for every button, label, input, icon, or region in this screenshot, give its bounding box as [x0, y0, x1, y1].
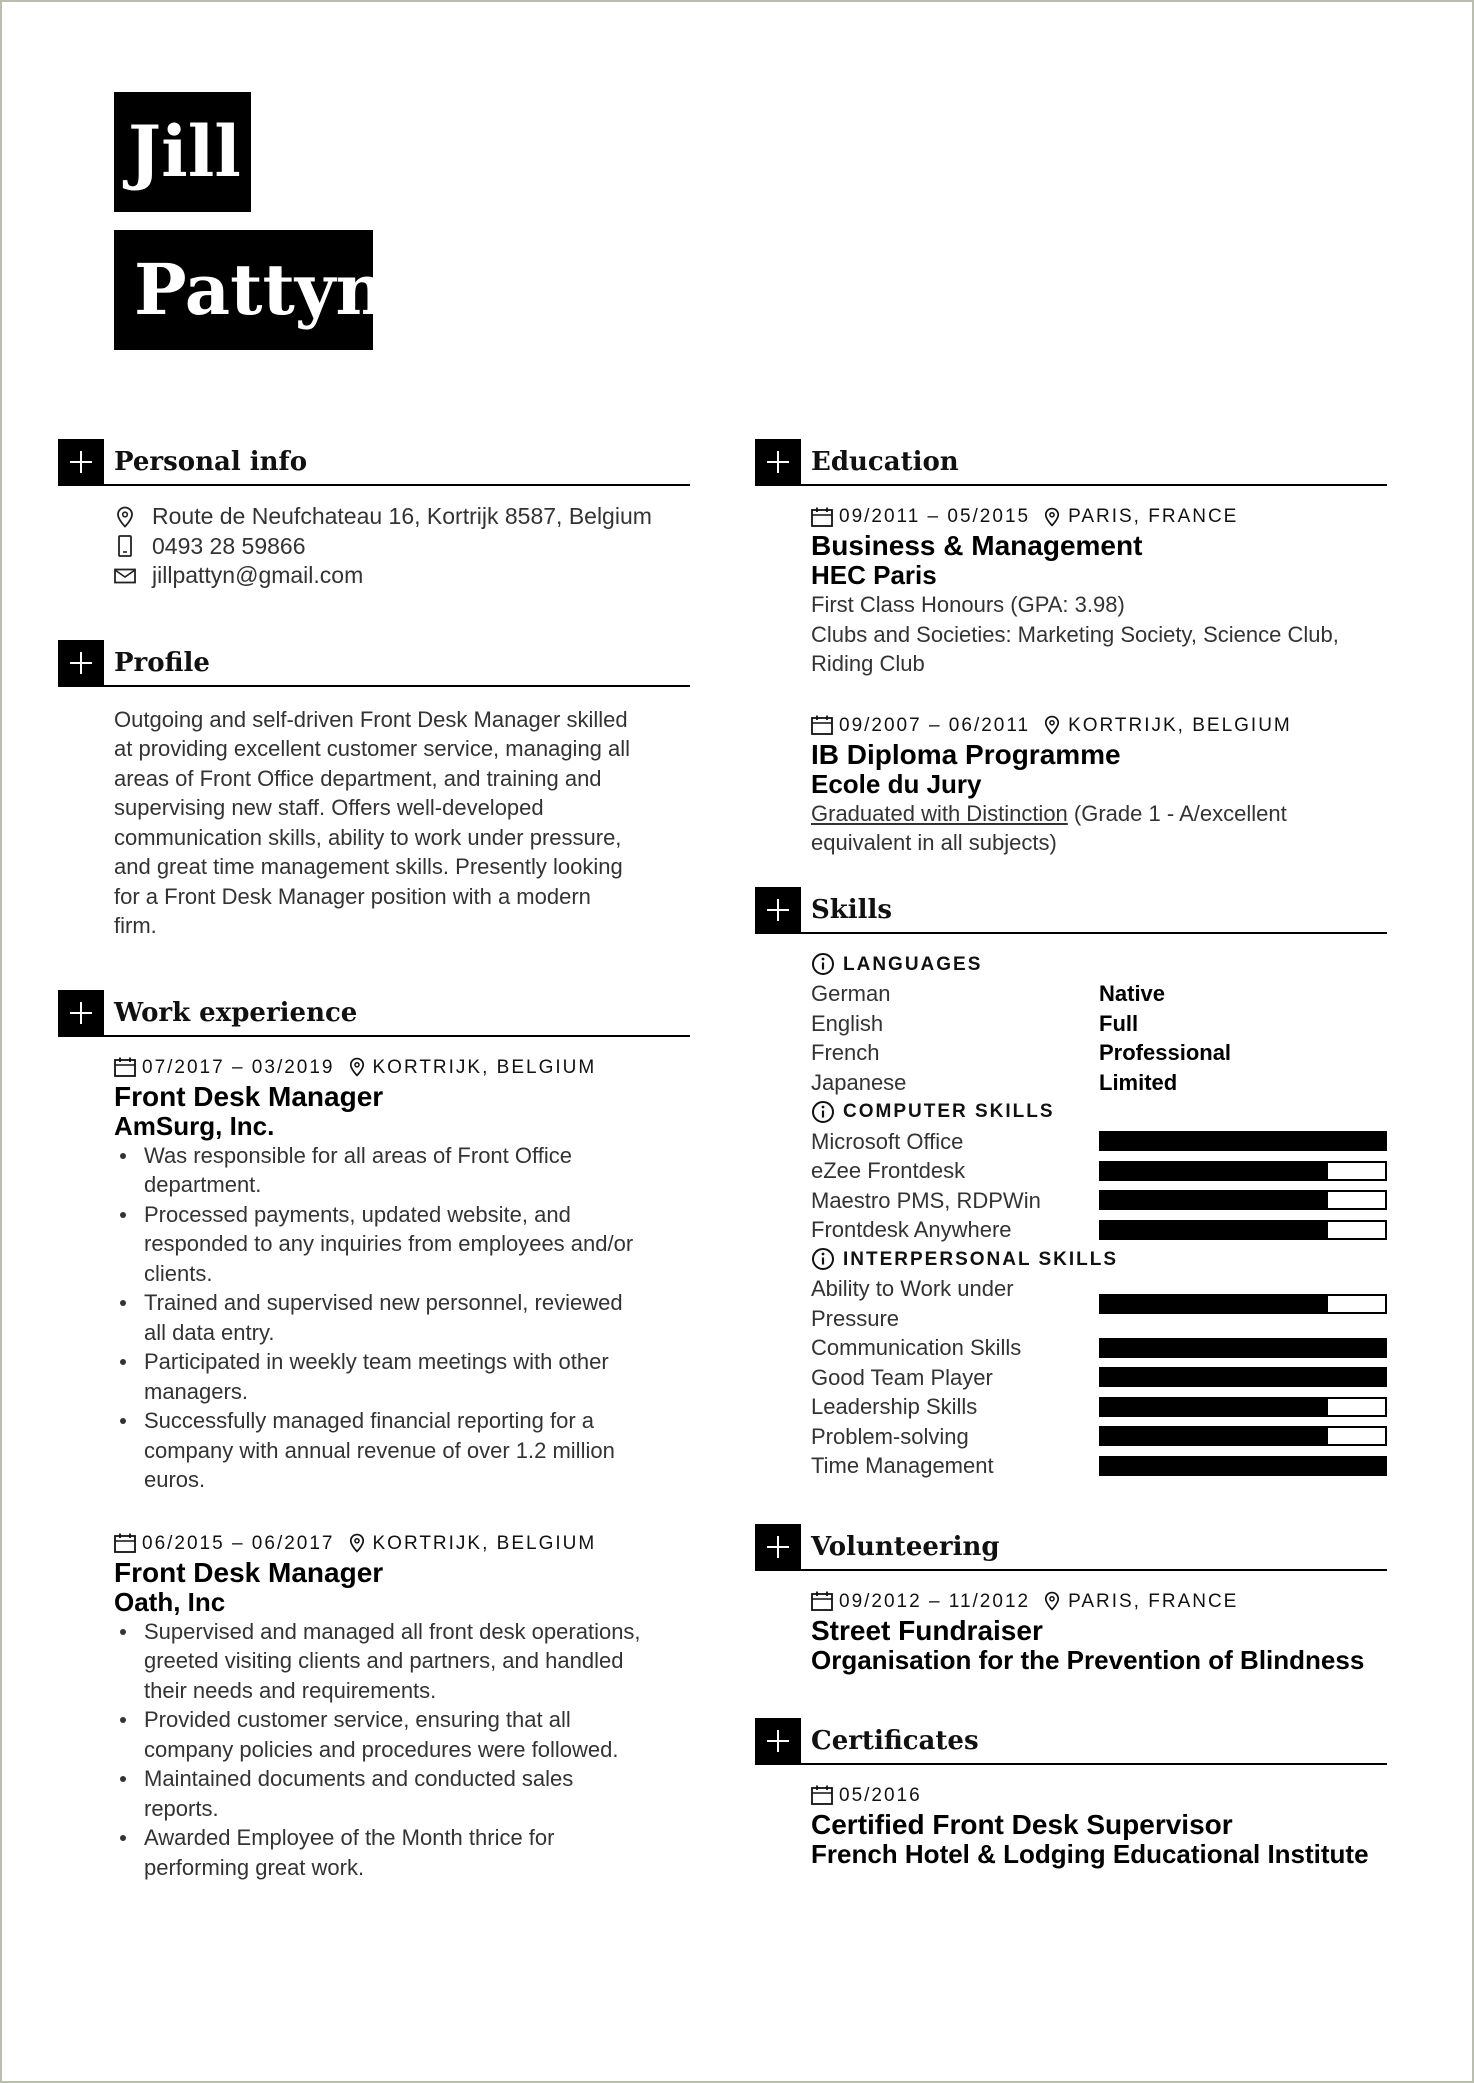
skill-category: INTERPERSONAL SKILLS	[811, 1245, 1387, 1275]
section-header	[755, 440, 1387, 486]
certificate-meta	[811, 1781, 1387, 1810]
left-column	[58, 440, 690, 1912]
degree-title: Business & Management	[811, 530, 1143, 561]
first-name: Jill	[114, 92, 251, 212]
job-location: KORTRIJK, BELGIUM	[372, 1056, 597, 1078]
location-pin-icon	[1044, 507, 1060, 527]
language-row: English Full	[811, 1010, 1139, 1036]
list-item: Trained and supervised new personnel, reviewed all data entry.	[114, 1288, 690, 1347]
certificate-issuer: French Hotel & Lodging Educational Institute	[811, 1838, 1369, 1869]
section-title: Certificates	[811, 1725, 979, 1756]
skill-level-bar	[1099, 1367, 1387, 1387]
education-detail: First Class Honours (GPA: 3.98)	[811, 592, 1125, 617]
education-location: KORTRIJK, BELGIUM	[1068, 714, 1292, 736]
work-experience-section	[58, 991, 690, 1883]
skill-row: Communication Skills	[811, 1333, 1387, 1363]
profile-line: firm.	[114, 913, 157, 938]
language-row: German Native	[811, 981, 1166, 1006]
job-entry	[114, 1053, 690, 1495]
skill-row: Frontdesk Anywhere	[811, 1215, 1387, 1245]
skill-level-bar	[1099, 1338, 1387, 1358]
location-pin-icon	[1044, 715, 1060, 735]
section-title: Volunteering	[811, 1531, 1000, 1562]
skill-level-bar	[1099, 1456, 1387, 1476]
skill-level-bar	[1099, 1131, 1387, 1151]
section-title: Education	[811, 447, 959, 477]
volunteering-meta	[811, 1587, 1387, 1616]
job-dates: 06/2015 – 06/2017	[142, 1532, 335, 1554]
language-row: French Professional	[811, 1040, 1232, 1065]
email-row	[114, 561, 690, 591]
info-icon	[811, 1100, 835, 1124]
calendar-icon	[811, 1591, 833, 1611]
skill-row: Microsoft Office	[811, 1127, 1387, 1157]
location-pin-icon	[349, 1533, 365, 1553]
list-item: Maintained documents and conducted sales reports.	[114, 1764, 690, 1823]
certificate-date: 05/2016	[839, 1784, 922, 1806]
list-item: Awarded Employee of the Month thrice for performing great work.	[114, 1823, 690, 1882]
list-item: Processed payments, updated website, and responded to any inquiries from employees and/or clients.	[114, 1200, 690, 1289]
location-pin-icon	[1044, 1591, 1060, 1611]
job-company: Oath, Inc	[114, 1586, 226, 1617]
skill-level-bar	[1099, 1190, 1387, 1210]
plus-icon	[755, 887, 801, 933]
section-header	[755, 888, 1387, 934]
language-row: Japanese Limited	[811, 1069, 1178, 1095]
school-name: HEC Paris	[811, 560, 937, 590]
volunteering-org: Organisation for the Prevention of Blindness	[811, 1644, 1365, 1675]
skill-level-bar	[1099, 1294, 1387, 1314]
calendar-icon	[811, 715, 833, 735]
skill-category: LANGUAGES	[811, 950, 1387, 980]
section-header	[58, 641, 690, 687]
section-title: Skills	[811, 894, 893, 925]
job-meta	[114, 1053, 690, 1082]
profile-line: Outgoing and self-driven Front Desk Manager skilled	[114, 706, 628, 732]
list-item: Participated in weekly team meetings with other managers.	[114, 1347, 690, 1406]
education-dates: 09/2011 – 05/2015	[839, 506, 1031, 527]
education-dates: 09/2007 – 06/2011	[839, 714, 1031, 736]
volunteering-role: Street Fundraiser	[811, 1614, 1043, 1646]
list-item: Successfully managed financial reporting for a company with annual revenue of over 1.2 million euros.	[114, 1406, 690, 1495]
section-title: Work experience	[114, 997, 358, 1028]
section-header	[755, 1525, 1387, 1571]
location-pin-icon	[114, 506, 136, 528]
section-title: Personal info	[114, 447, 308, 477]
skill-level-bar	[1099, 1161, 1387, 1181]
skill-category: COMPUTER SKILLS	[811, 1097, 1387, 1127]
skill-row: Problem-solving	[811, 1422, 1387, 1452]
skill-row: eZee Frontdesk	[811, 1156, 1387, 1186]
skill-row: Leadership Skills	[811, 1392, 1387, 1422]
skill-level-bar	[1099, 1220, 1387, 1240]
job-dates: 07/2017 – 03/2019	[142, 1056, 335, 1078]
profile-line: at providing excellent customer service, managing all	[114, 736, 631, 761]
address-text: Route de Neufchateau 16, Kortrijk 8587, Belgium	[152, 503, 652, 529]
certificate-name: Certified Front Desk Supervisor	[811, 1808, 1233, 1840]
profile-line: and great time management skills. Presently looking	[114, 854, 623, 879]
job-entry	[114, 1529, 690, 1883]
address-row	[114, 502, 690, 532]
email-text[interactable]: jillpattyn@gmail.com	[152, 562, 364, 588]
phone-row	[114, 532, 690, 562]
envelope-icon	[114, 565, 136, 587]
plus-icon	[58, 439, 104, 485]
job-bullets	[114, 1141, 690, 1495]
volunteering-location: PARIS, FRANCE	[1068, 1590, 1239, 1612]
calendar-icon	[114, 1057, 136, 1077]
distinction-text: Graduated with Distinction	[811, 800, 1068, 826]
skill-row: Good Team Player	[811, 1363, 1387, 1393]
job-meta	[114, 1529, 690, 1558]
plus-icon	[755, 1718, 801, 1764]
education-detail: Riding Club	[811, 651, 925, 676]
profile-line: supervising new staff. Offers well-developed	[114, 795, 544, 820]
last-name: Pattyn	[114, 230, 373, 350]
skill-level-bar	[1099, 1397, 1387, 1417]
list-item: Provided customer service, ensuring that all company policies and procedures were followed.	[114, 1705, 690, 1764]
phone-icon	[114, 535, 136, 557]
education-meta	[811, 711, 1387, 740]
skill-row: Maestro PMS, RDPWin	[811, 1186, 1387, 1216]
calendar-icon	[811, 1785, 833, 1805]
job-location: KORTRIJK, BELGIUM	[372, 1532, 597, 1554]
profile-line: for a Front Desk Manager position with a modern	[114, 883, 591, 909]
right-column	[755, 440, 1387, 1869]
plus-icon	[755, 1524, 801, 1570]
skill-row: Ability to Work under Pressure	[811, 1274, 1387, 1333]
job-bullets	[114, 1617, 690, 1883]
education-entry	[811, 502, 1387, 679]
degree-title: IB Diploma Programme	[811, 738, 1121, 770]
education-detail: equivalent in all subjects)	[811, 830, 1057, 855]
phone-text: 0493 28 59866	[152, 532, 306, 559]
section-header	[58, 991, 690, 1037]
section-header	[755, 1719, 1387, 1765]
job-title: Front Desk Manager	[114, 1080, 384, 1112]
education-detail: Graduated with Distinction (Grade 1 - A/excellent	[811, 800, 1287, 826]
list-item: Was responsible for all areas of Front Office department.	[114, 1141, 690, 1200]
job-title: Front Desk Manager	[114, 1556, 384, 1588]
profile-line: areas of Front Office department, and training and	[114, 765, 602, 791]
job-company: AmSurg, Inc.	[114, 1110, 275, 1141]
education-location: PARIS, FRANCE	[1068, 506, 1239, 527]
volunteering-section	[755, 1525, 1387, 1675]
calendar-icon	[114, 1533, 136, 1553]
volunteering-dates: 09/2012 – 11/2012	[839, 1590, 1031, 1612]
personal-info-section	[58, 440, 690, 591]
plus-icon	[58, 990, 104, 1036]
education-meta	[811, 502, 1387, 531]
plus-icon	[755, 439, 801, 485]
education-entry	[811, 711, 1387, 858]
list-item: Supervised and managed all front desk operations, greeted visiting clients and partners, and handled their needs and requirements.	[114, 1617, 690, 1706]
profile-section	[58, 641, 690, 941]
info-icon	[811, 1247, 835, 1271]
info-icon	[811, 952, 835, 976]
location-pin-icon	[349, 1057, 365, 1077]
calendar-icon	[811, 507, 833, 527]
section-title: Profile	[114, 647, 210, 678]
plus-icon	[58, 640, 104, 686]
education-section	[755, 440, 1387, 858]
section-header	[58, 440, 690, 486]
profile-line: communication skills, ability to work under pressure,	[114, 824, 622, 850]
school-name: Ecole du Jury	[811, 768, 982, 799]
education-detail: Clubs and Societies: Marketing Society, Science Club,	[811, 621, 1339, 647]
certificates-section	[755, 1719, 1387, 1869]
skill-row: Time Management	[811, 1451, 1387, 1481]
skill-level-bar	[1099, 1426, 1387, 1446]
skills-section	[755, 888, 1387, 1481]
